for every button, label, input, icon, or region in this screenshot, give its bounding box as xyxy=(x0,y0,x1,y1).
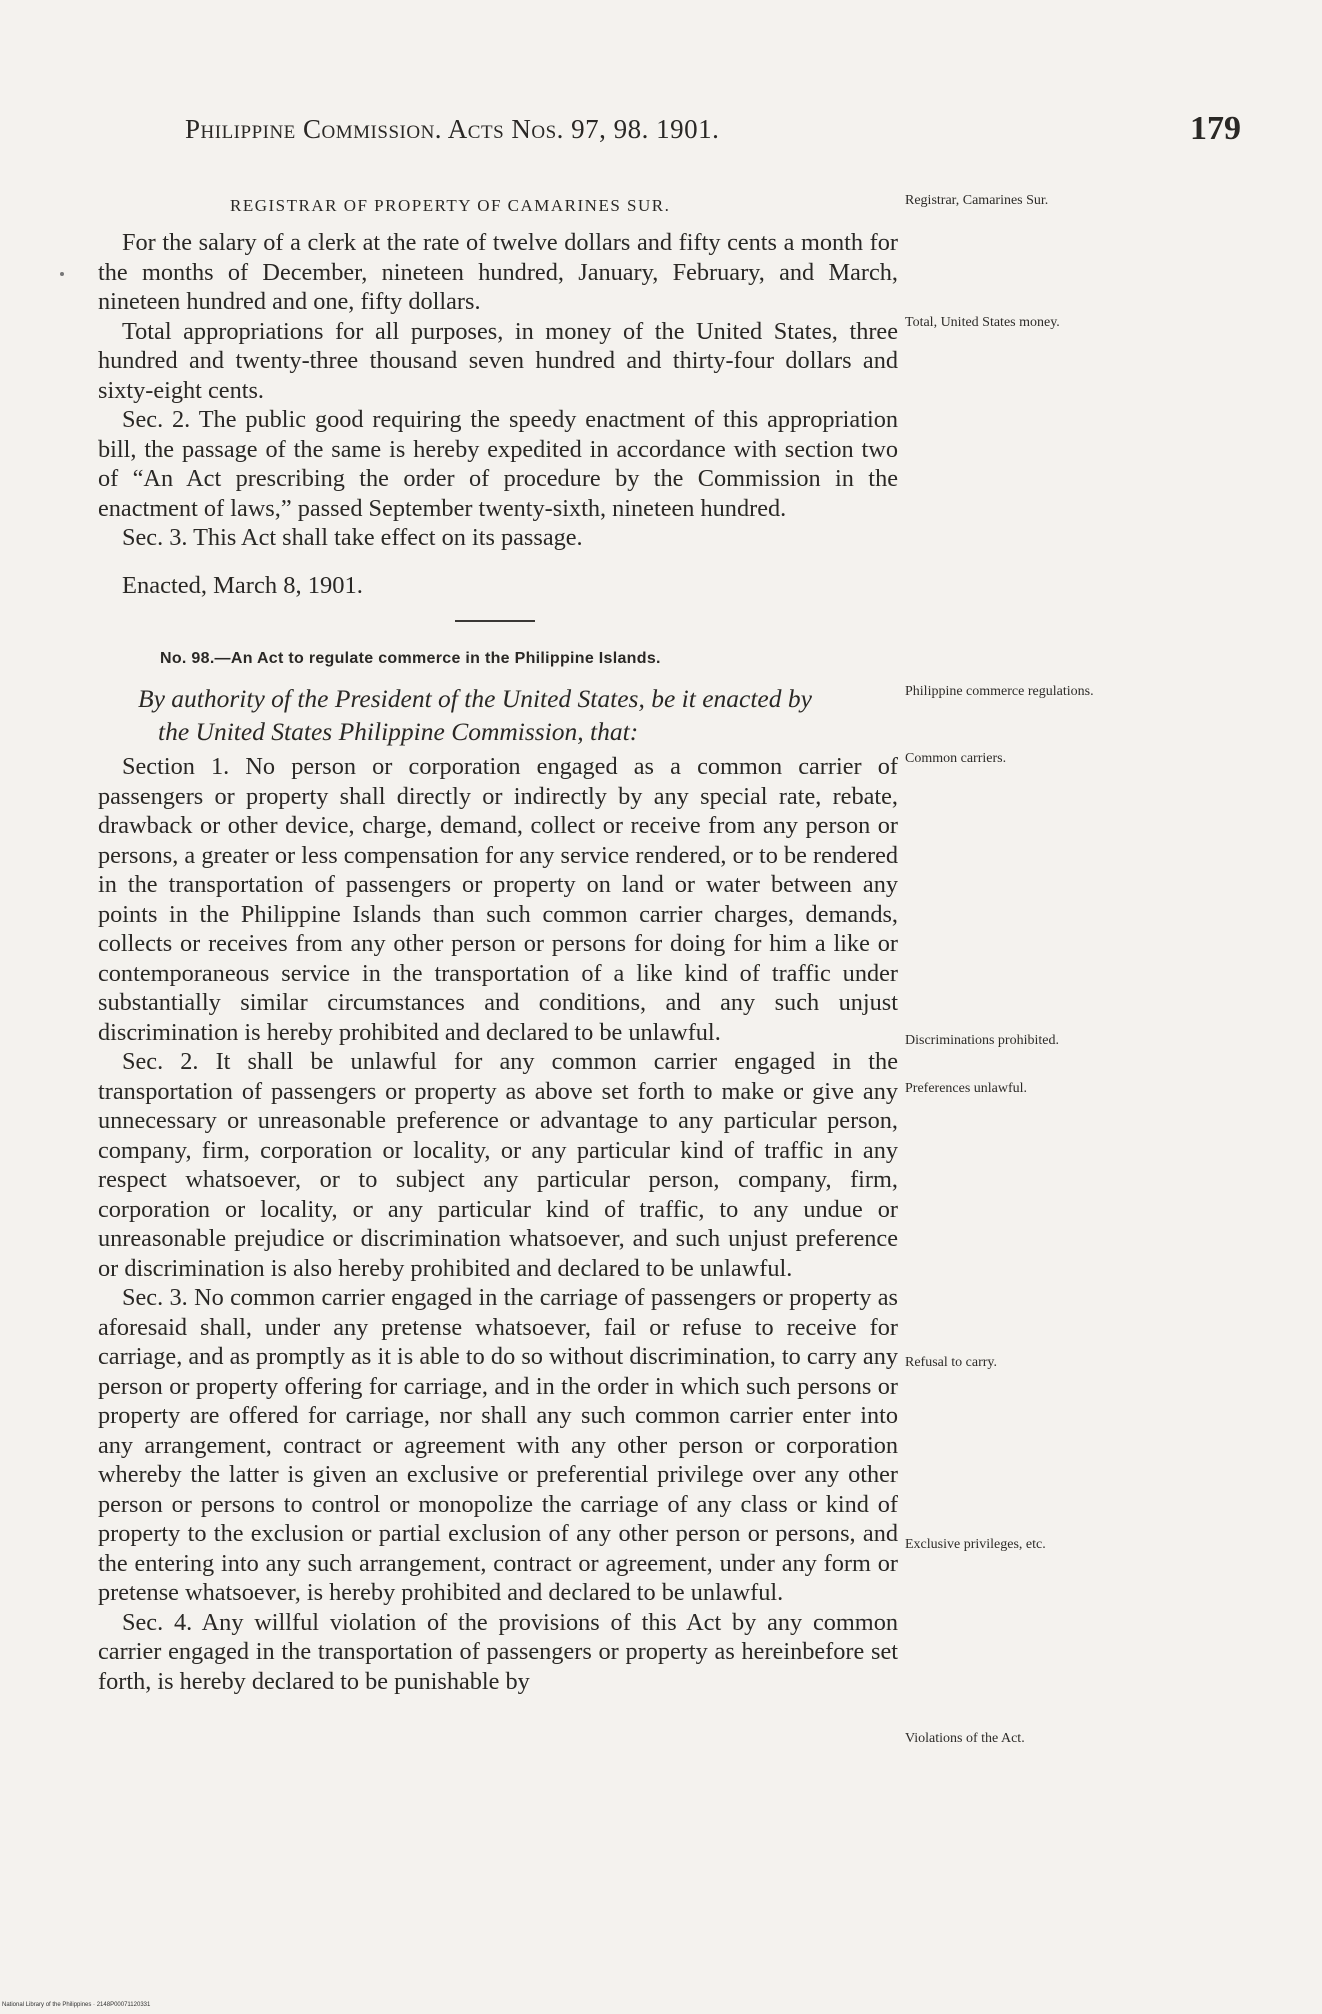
body-sections xyxy=(98,752,898,1696)
paragraph-salary: For the salary of a clerk at the rate of twelve dollars and fifty cents a month for the months of December, nineteen hundred, January, February, and March, nineteen hundred and one, fifty dollars. xyxy=(98,229,898,315)
margin-note-preferences: Preferences unlawful. xyxy=(905,1081,1028,1096)
margin-note-total: Total, United States money. xyxy=(905,315,1060,330)
enacting-line-1: By authority of the President of the United States, be it enacted by xyxy=(138,684,812,713)
enacted-date: Enacted, March 8, 1901. xyxy=(122,572,363,599)
margin-note-violations: Violations of the Act. xyxy=(905,1731,1025,1746)
margin-note-refusal: Refusal to carry. xyxy=(905,1355,997,1370)
section-2: Sec. 2. It shall be unlawful for any common carrier engaged in the transportation of passengers or property as above set forth to make or give any unnecessary or unreasonable preference or advantage to any particular person, company, firm, corporation or locality, or any particular kind of traffic in any respect whatsoever, or to subject any particular person, company, firm, corporation or locality, or any particular kind of traffic, to any undue or unreasonable prejudice or discrimination whatsoever, and such unjust preference or discrimination is also hereby prohibited and declared to be unlawful. xyxy=(98,1048,898,1282)
paragraph-sec2: Sec. 2. The public good requiring the speedy enactment of this appropriation bill, the passage of the same is hereby expedited in accordance with section two of “An Act prescribing the order of procedure by the Commission in the enactment of laws,” passed September twenty-sixth, nineteen hundred. xyxy=(98,406,898,522)
margin-note-discriminations: Discriminations prohibited. xyxy=(905,1033,1059,1048)
section-3: Sec. 3. No common carrier engaged in the carriage of passengers or property as aforesaid shall, under any pretense whatsoever, fail or refuse to receive for carriage, and as promptly as it is able to do so without discrimination, to carry any person or property offering for carriage, and in the order in which such persons or property are offered for carriage, nor shall any such common carrier enter into any arrangement, contract or agreement with any other person or corporation whereby the latter is given an exclusive or preferential privilege over any other person or persons to control or monopolize the carriage of any class or kind of property to the exclusion or partial exclusion of any other person or persons, and the entering into any such arrangement, contract or agreement, under any form or pretense whatsoever, is hereby prohibited and declared to be unlawful. xyxy=(98,1284,898,1606)
section-subheading: REGISTRAR OF PROPERTY OF CAMARINES SUR. xyxy=(230,196,671,215)
act-heading: No. 98.—An Act to regulate commerce in the Philippine Islands. xyxy=(160,650,661,667)
enacting-line-2: the United States Philippine Commission, that: xyxy=(158,717,639,746)
paragraph-total: Total appropriations for all purposes, in money of the United States, three hundred and twenty-three thousand seven hundred and thirty-four dollars and sixty-eight cents. xyxy=(98,317,898,404)
page-number: 179 xyxy=(1190,110,1241,147)
margin-note-exclusive: Exclusive privileges, etc. xyxy=(905,1537,1046,1552)
paragraph-sec3: Sec. 3. This Act shall take effect on its passage. xyxy=(122,524,583,551)
page-blemish xyxy=(60,272,64,276)
margin-note-registrar: Registrar, Camarines Sur. xyxy=(905,193,1049,208)
section-4: Sec. 4. Any willful violation of the provisions of this Act by any common carrier engaged in the transportation of passengers or property as hereinbefore set forth, is hereby declared to be punishable by xyxy=(98,1608,898,1695)
section-1: Section 1. No person or corporation engaged as a common carrier of passengers or property shall directly or indirectly by any special rate, rebate, drawback or other device, charge, demand, collect or receive from any person or persons, a greater or less compensation for any service rendered, or to be rendered in the transportation of passengers or property on land or water between any points in the Philippine Islands than such common carrier charges, demands, collects or receives from any other person or persons for doing for him a like or contemporaneous service in the transportation of a like kind of traffic under substantially similar circumstances and conditions, and any such unjust discrimination is hereby prohibited and declared to be unlawful. xyxy=(98,753,898,1046)
body-top xyxy=(98,228,898,553)
enacting-clause xyxy=(138,682,898,748)
margin-note-commerce: Philippine commerce regulations. xyxy=(905,684,1094,699)
scan-footer: National Library of the Philippines · 2148P00071120331 xyxy=(2,2002,151,2008)
margin-note-common-carriers: Common carriers. xyxy=(905,751,1007,766)
running-head: Philippine Commission. Acts Nos. 97, 98. 1901. xyxy=(185,114,720,144)
section-divider xyxy=(455,620,535,622)
